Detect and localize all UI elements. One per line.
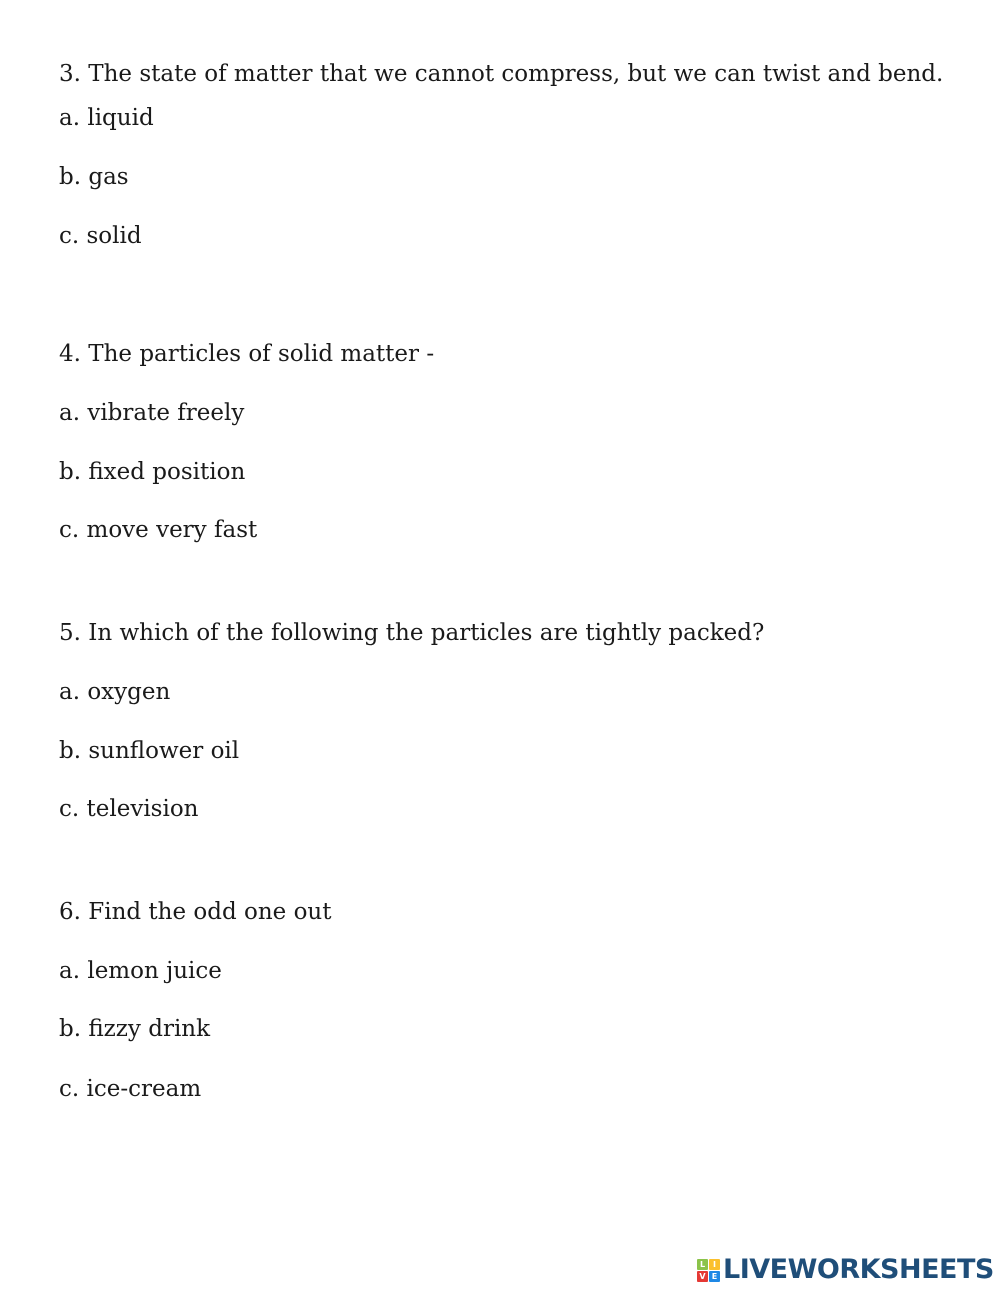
logo-grid-cell: L [697, 1259, 708, 1270]
logo-grid-cell: E [709, 1271, 720, 1282]
question-3-option-b[interactable]: b. gas [59, 164, 129, 190]
question-3-text: 3. The state of matter that we cannot compress, but we can twist and bend. [59, 61, 944, 87]
logo-grid-cell: I [709, 1259, 720, 1270]
question-4-option-a[interactable]: a. vibrate freely [59, 400, 245, 426]
liveworksheets-logo [697, 1255, 994, 1285]
question-5-option-c[interactable]: c. television [59, 796, 199, 822]
question-5-option-b[interactable]: b. sunflower oil [59, 738, 240, 764]
logo-grid-icon [697, 1259, 720, 1282]
logo-text: LIVEWORKSHEETS [723, 1254, 994, 1285]
question-4-option-b[interactable]: b. fixed position [59, 459, 246, 485]
question-3-option-a[interactable]: a. liquid [59, 105, 154, 131]
question-4-option-c[interactable]: c. move very fast [59, 517, 258, 543]
question-6-option-a[interactable]: a. lemon juice [59, 958, 222, 984]
question-3-option-c[interactable]: c. solid [59, 223, 142, 249]
question-6-option-b[interactable]: b. fizzy drink [59, 1016, 211, 1042]
question-5-option-a[interactable]: a. oxygen [59, 679, 171, 705]
question-6-option-c[interactable]: c. ice-cream [59, 1076, 202, 1102]
question-6-text: 6. Find the odd one out [59, 899, 332, 925]
question-4-text: 4. The particles of solid matter - [59, 341, 435, 367]
logo-grid-cell: V [697, 1271, 708, 1282]
question-5-text: 5. In which of the following the particles are tightly packed? [59, 620, 765, 646]
